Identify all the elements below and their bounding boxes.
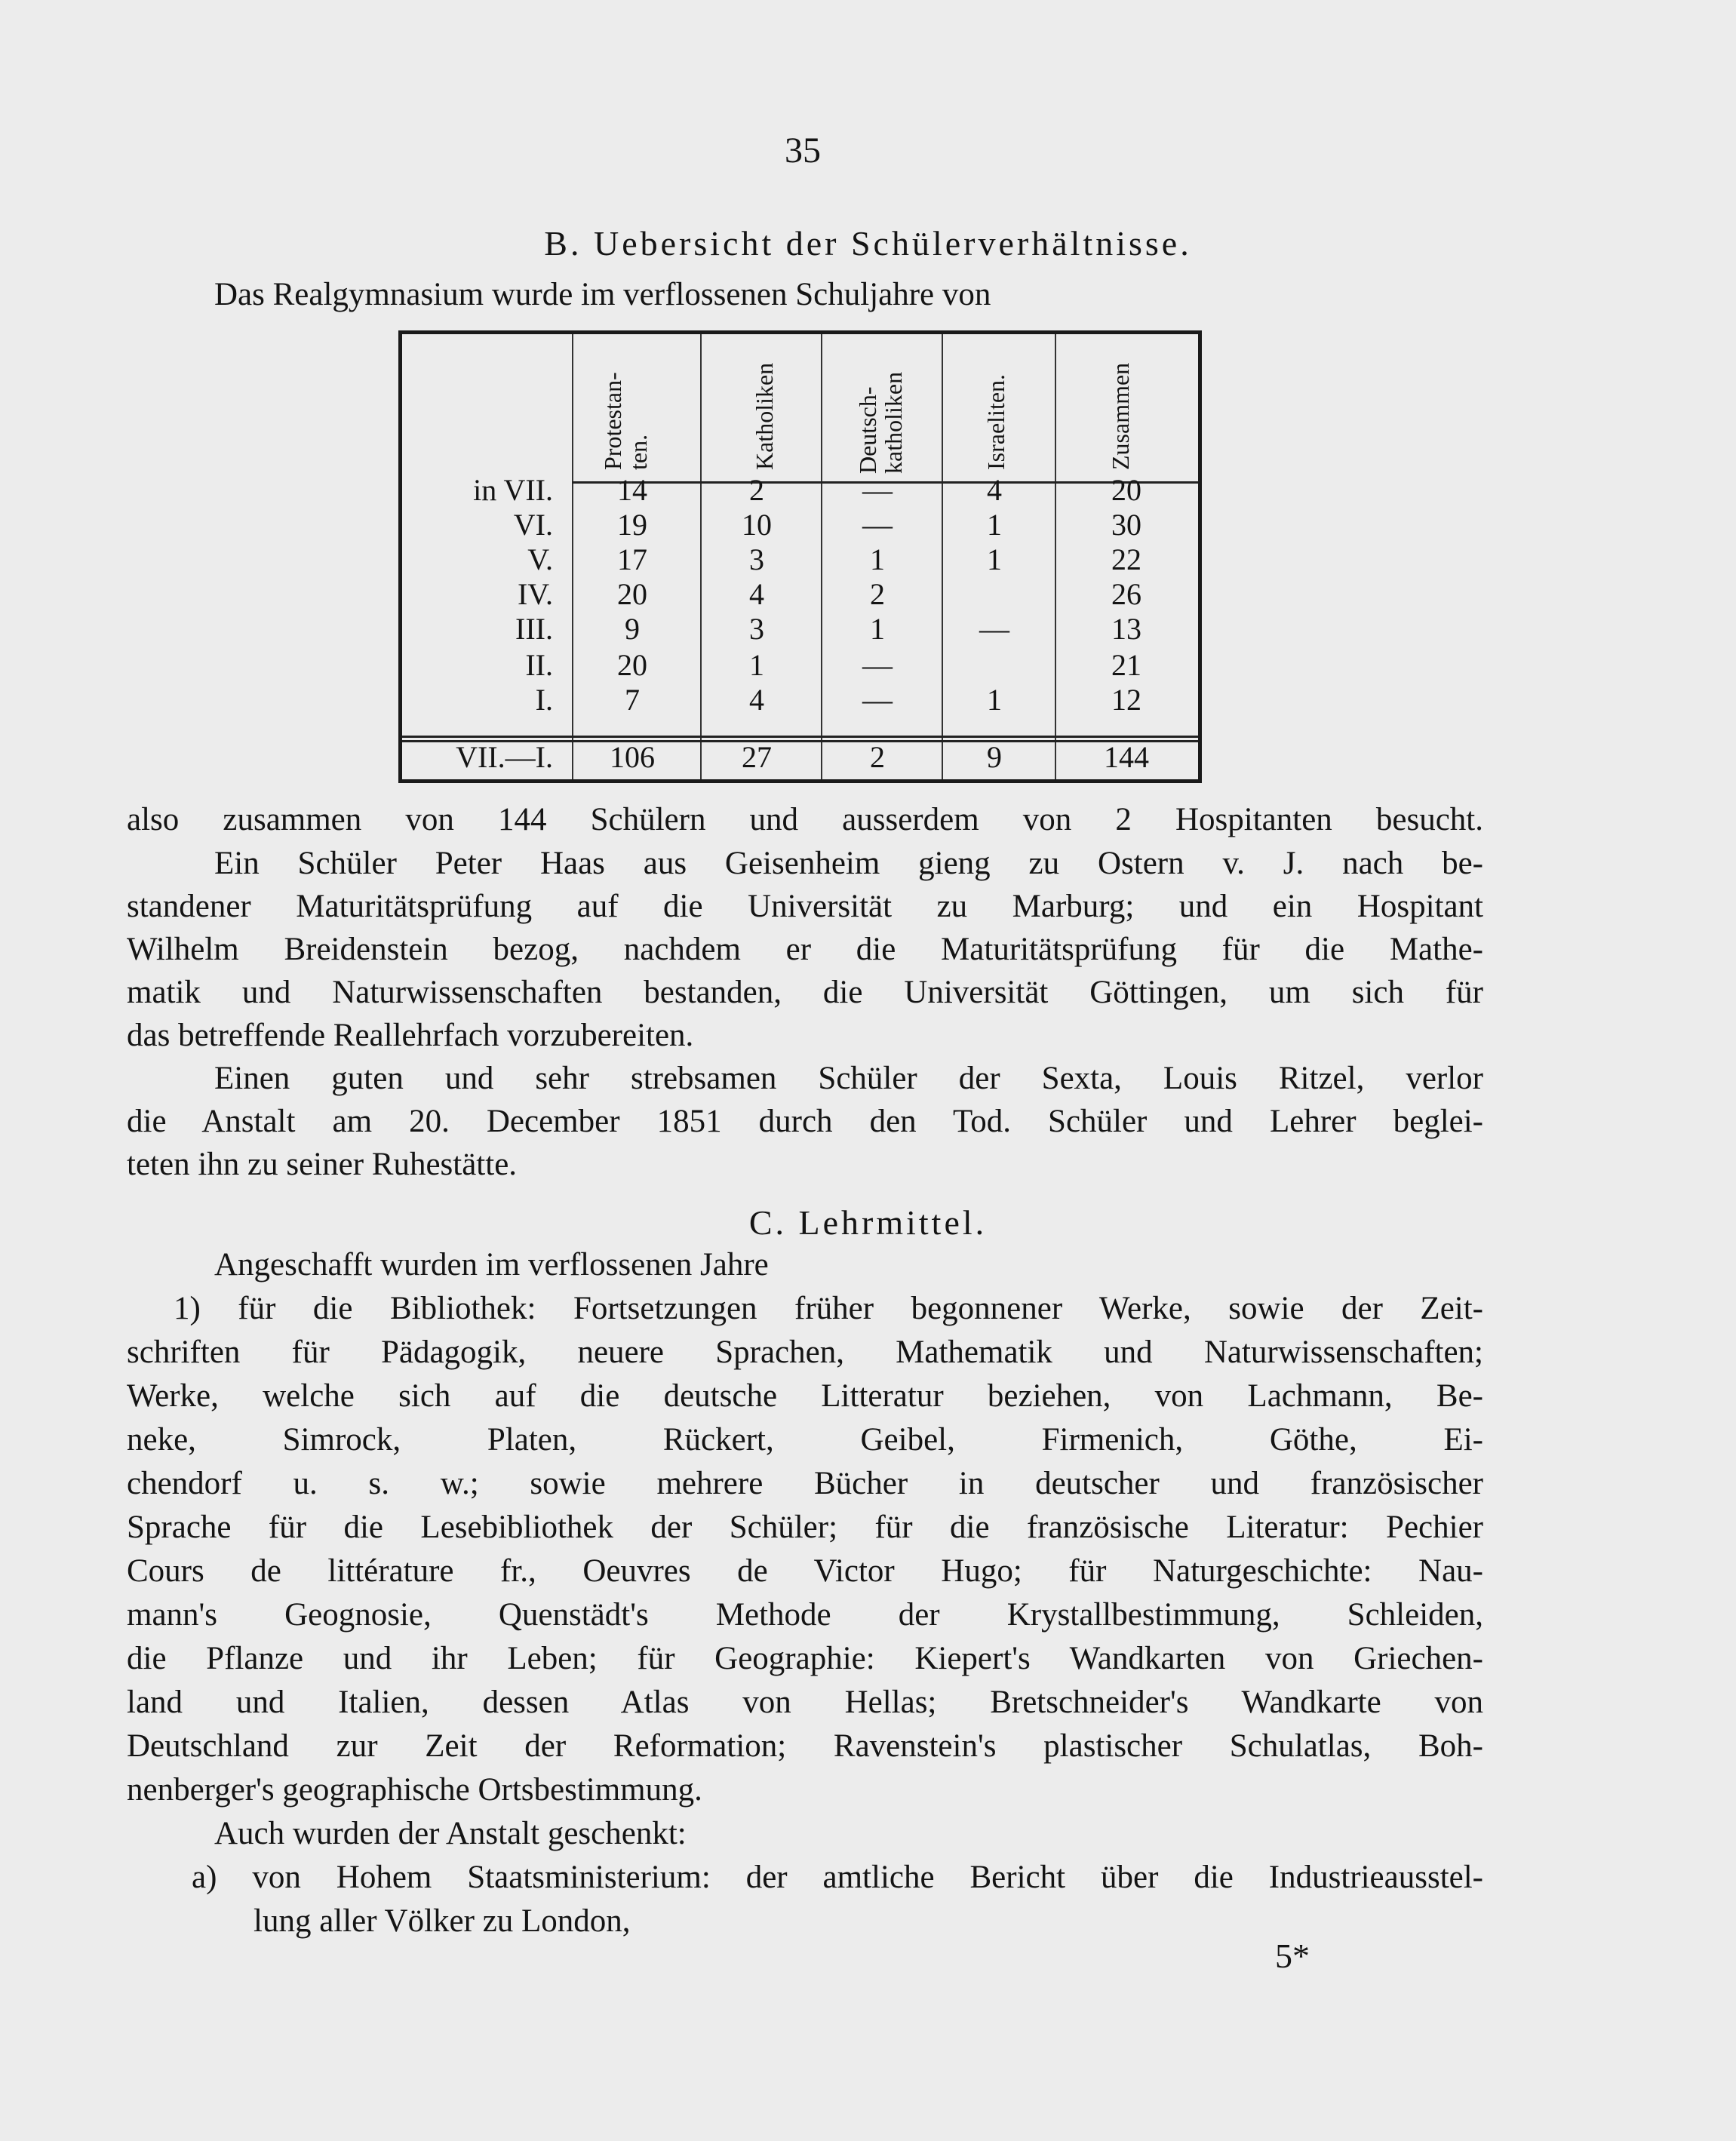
table-cell: 19 xyxy=(617,508,647,542)
header-protestanten: Protestan- ten. xyxy=(599,372,652,470)
table-cell: 30 xyxy=(1111,508,1141,542)
table-cell: 10 xyxy=(742,508,772,542)
lehrmittel-line: 1) für die Bibliothek: Fortsetzungen früher begonnener Werke, sowie der Zeit- xyxy=(174,1291,1483,1326)
table-cell: 4 xyxy=(749,577,764,611)
lehrmittel-line: Deutschland zur Zeit der Reformation; Ravenstein's plastischer Schulatlas, Boh- xyxy=(127,1728,1483,1764)
row-label: III. xyxy=(515,612,553,646)
total-cell: 27 xyxy=(742,740,772,774)
lehrmittel-line: schriften für Pädagogik, neuere Sprachen, Mathematik und Naturwissenschaften; xyxy=(127,1335,1483,1370)
table-cell: 4 xyxy=(749,683,764,717)
lehrmittel-line: die Pflanze und ihr Leben; für Geographie: Kiepert's Wandkarten von Griechen- xyxy=(127,1641,1483,1676)
total-cell: 144 xyxy=(1104,740,1149,774)
header-israeliten: Israeliten. xyxy=(982,373,1009,470)
table-cell: 2 xyxy=(870,577,885,611)
table-cell: 4 xyxy=(987,473,1002,507)
table-cell: — xyxy=(862,473,893,507)
lehrmittel-line: neke, Simrock, Platen, Rückert, Geibel, Firmenich, Göthe, Ei- xyxy=(127,1422,1483,1458)
table-cell: 1 xyxy=(987,542,1002,576)
total-cell: 106 xyxy=(610,740,655,774)
table-cell: 9 xyxy=(625,612,640,646)
table-total-rule xyxy=(402,736,1198,738)
row-label: II. xyxy=(525,648,553,682)
para1-line: matik und Naturwissenschaften bestanden, die Universität Göttingen, um sich für xyxy=(127,975,1483,1010)
table-cell: 2 xyxy=(749,473,764,507)
row-label: VI. xyxy=(513,508,553,542)
header-zusammen: Zusammen xyxy=(1107,362,1134,470)
table-cell: 17 xyxy=(617,542,647,576)
table-cell: 1 xyxy=(987,508,1002,542)
section-c-title: C. Lehrmittel. xyxy=(748,1203,988,1242)
total-cell: 9 xyxy=(987,740,1002,774)
signature-mark: 5* xyxy=(1275,1937,1310,1975)
gift-a-line: a) von Hohem Staatsministerium: der amtliche Bericht über die Industrieausstel- xyxy=(192,1860,1483,1895)
total-label: VII.—I. xyxy=(456,740,553,774)
table-cell: — xyxy=(862,648,893,682)
table-cell: — xyxy=(862,508,893,542)
table-cell: 1 xyxy=(870,612,885,646)
table-cell: 1 xyxy=(749,648,764,682)
lehrmittel-line: Cours de littérature fr., Oeuvres de Victor Hugo; für Naturgeschichte: Nau- xyxy=(127,1553,1483,1589)
row-label: in VII. xyxy=(473,473,553,507)
table-cell: 7 xyxy=(625,683,640,717)
table-cell: 3 xyxy=(749,542,764,576)
table-cell: 20 xyxy=(617,577,647,611)
header-deutschkatholiken: Deutsch- katholiken xyxy=(854,371,907,474)
gift-a-line: lung aller Völker zu London, xyxy=(253,1903,631,1939)
para2-line: Einen guten und sehr strebsamen Schüler der Sexta, Louis Ritzel, verlor xyxy=(214,1061,1483,1096)
table-cell: 20 xyxy=(1111,473,1141,507)
para1-line: Wilhelm Breidenstein bezog, nachdem er die Maturitätsprüfung für die Mathe- xyxy=(127,932,1483,967)
table-cell: 21 xyxy=(1111,648,1141,682)
table-cell: 3 xyxy=(749,612,764,646)
table-cell: 20 xyxy=(617,648,647,682)
total-cell: 2 xyxy=(870,740,885,774)
table-cell: — xyxy=(862,683,893,717)
table-cell: 1 xyxy=(870,542,885,576)
page-number: 35 xyxy=(785,131,821,170)
section-b-title: B. Uebersicht der Schülerverhältnisse. xyxy=(544,224,1192,263)
table-cell: 14 xyxy=(617,473,647,507)
table-cell: — xyxy=(979,612,1009,646)
para2-line: die Anstalt am 20. December 1851 durch den Tod. Schüler und Lehrer beglei- xyxy=(127,1104,1483,1139)
header-katholiken: Katholiken xyxy=(751,362,778,470)
lehrmittel-line: land und Italien, dessen Atlas von Hellas; Bretschneider's Wandkarte von xyxy=(127,1685,1483,1720)
para1-line: standener Maturitätsprüfung auf die Universität zu Marburg; und ein Hospitant xyxy=(127,889,1483,924)
table-cell: 12 xyxy=(1111,683,1141,717)
table-cell: 22 xyxy=(1111,542,1141,576)
lehrmittel-line: chendorf u. s. w.; sowie mehrere Bücher in deutscher und französischer xyxy=(127,1466,1483,1501)
lehrmittel-line: mann's Geognosie, Quenstädt's Methode der Krystallbestimmung, Schleiden, xyxy=(127,1597,1483,1633)
table-cell: 13 xyxy=(1111,612,1141,646)
gifts-intro: Auch wurden der Anstalt geschenkt: xyxy=(214,1816,687,1851)
table-cell: 1 xyxy=(987,683,1002,717)
lehrmittel-line: nenberger's geographische Ortsbestimmung. xyxy=(127,1772,702,1808)
after-table-text: also zusammen von 144 Schülern und ausserdem von 2 Hospitanten besucht. xyxy=(127,802,1483,837)
section-b-intro: Das Realgymnasium wurde im verflossenen Schuljahre von xyxy=(214,277,991,312)
table-cell: 26 xyxy=(1111,577,1141,611)
para1-line: Ein Schüler Peter Haas aus Geisenheim gieng zu Ostern v. J. nach be- xyxy=(214,846,1483,881)
lehrmittel-line: Werke, welche sich auf die deutsche Litteratur beziehen, von Lachmann, Be- xyxy=(127,1378,1483,1414)
row-label: IV. xyxy=(517,577,553,611)
row-label: I. xyxy=(535,683,553,717)
para1-line: das betreffende Reallehrfach vorzubereiten. xyxy=(127,1018,694,1053)
table-vline xyxy=(1055,334,1056,779)
section-c-intro: Angeschafft wurden im verflossenen Jahre xyxy=(214,1247,769,1282)
lehrmittel-line: Sprache für die Lesebibliothek der Schüler; für die französische Literatur: Pechier xyxy=(127,1510,1483,1545)
row-label: V. xyxy=(527,542,553,576)
para2-line: teten ihn zu seiner Ruhestätte. xyxy=(127,1147,518,1182)
